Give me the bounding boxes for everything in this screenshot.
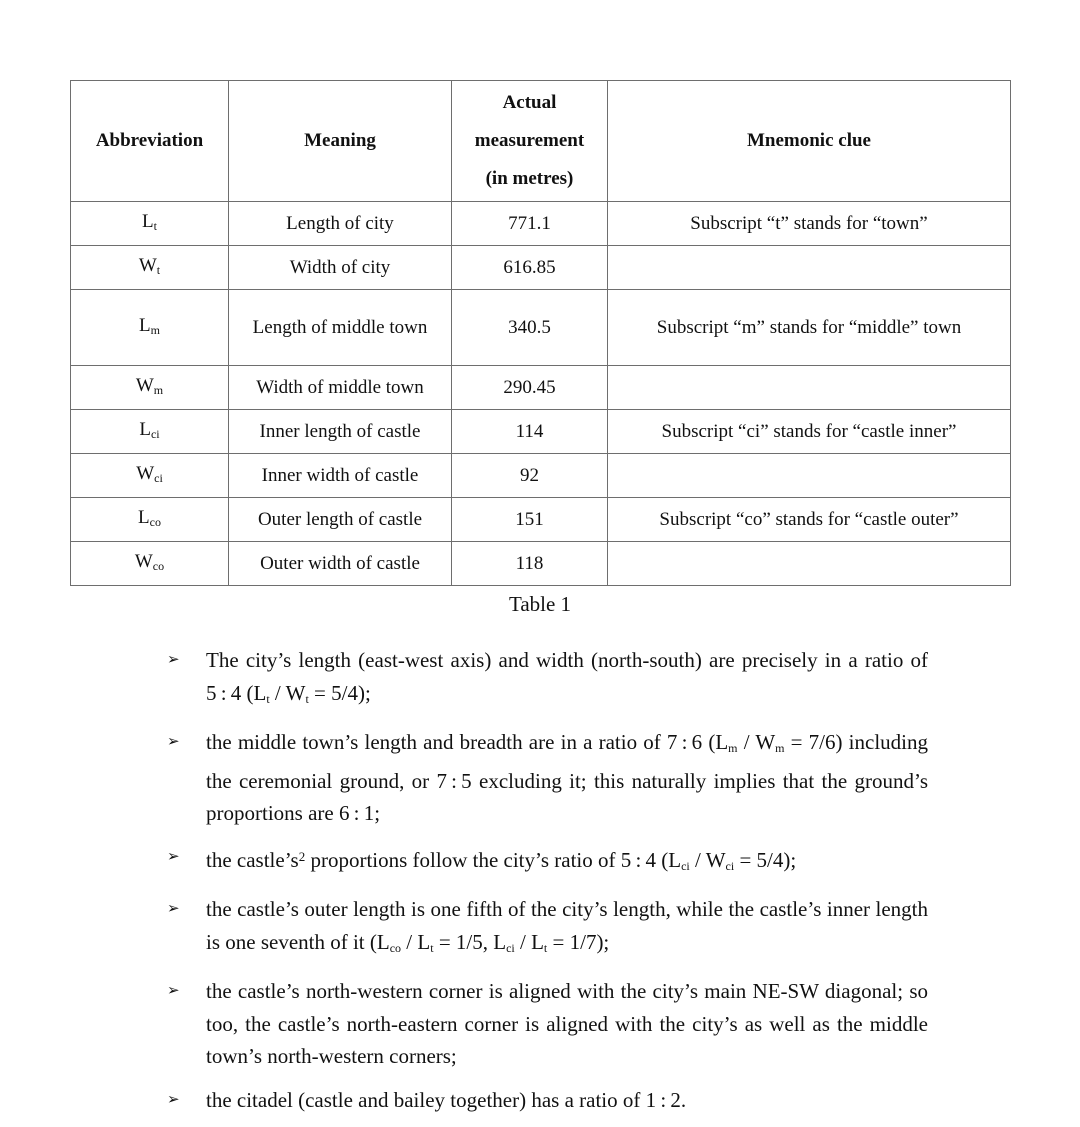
list-item bbox=[163, 841, 928, 883]
table-header-row bbox=[71, 81, 1011, 202]
subscript: t bbox=[305, 691, 309, 706]
header-measurement-line1: Actual bbox=[502, 92, 557, 113]
header-measurement-line3: (in metres) bbox=[485, 168, 574, 189]
subscript: ci bbox=[506, 940, 515, 955]
abbreviation-cell bbox=[71, 410, 229, 454]
mnemonic-cell bbox=[608, 366, 1011, 410]
measurement-table bbox=[70, 80, 1011, 586]
abbreviation-base: W bbox=[136, 462, 155, 484]
abbreviation-base: W bbox=[138, 254, 157, 276]
table-row bbox=[71, 498, 1011, 542]
meaning-cell: Width of city bbox=[229, 246, 452, 290]
bullet-text: / W bbox=[689, 847, 726, 872]
subscript: t bbox=[266, 691, 270, 706]
measurement-cell: 340.5 bbox=[452, 290, 608, 366]
abbreviation-subscript: m bbox=[153, 382, 164, 397]
abbreviation-base: W bbox=[135, 374, 154, 396]
bullet-text: = 5/4); bbox=[308, 680, 371, 705]
measurement-cell: 290.45 bbox=[452, 366, 608, 410]
meaning-cell: Length of city bbox=[229, 202, 452, 246]
list-item bbox=[163, 644, 928, 715]
arrow-bullet-icon: ➢ bbox=[167, 901, 180, 917]
abbreviation-cell bbox=[71, 366, 229, 410]
bullet-text: = 1/5, L bbox=[433, 929, 507, 954]
table-row bbox=[71, 366, 1011, 410]
mnemonic-cell bbox=[608, 246, 1011, 290]
abbreviation-subscript: co bbox=[149, 514, 161, 529]
abbreviation-base: L bbox=[139, 314, 151, 336]
subscript: t bbox=[543, 940, 548, 955]
bullet-text: the middle town’s length and breadth are in a ratio of 7 : 6 (L bbox=[206, 730, 729, 754]
ratio-bullet-list bbox=[163, 644, 928, 1127]
arrow-bullet-icon: ➢ bbox=[167, 848, 180, 865]
table-row bbox=[71, 202, 1011, 246]
header-mnemonic: Mnemonic clue bbox=[608, 81, 1011, 202]
measurement-cell: 92 bbox=[452, 454, 608, 498]
abbreviation-cell bbox=[71, 202, 229, 246]
abbreviation-base: L bbox=[139, 418, 151, 440]
list-item bbox=[163, 726, 928, 830]
meaning-cell: Length of middle town bbox=[229, 290, 452, 366]
bullet-text: / L bbox=[401, 929, 431, 954]
list-item bbox=[163, 1084, 928, 1117]
abbreviation-subscript: co bbox=[152, 558, 165, 573]
arrow-bullet-icon: ➢ bbox=[167, 734, 180, 750]
mnemonic-cell bbox=[608, 542, 1011, 586]
list-item bbox=[163, 893, 928, 964]
measurement-cell: 151 bbox=[452, 498, 608, 542]
abbreviation-subscript: ci bbox=[150, 426, 160, 441]
abbreviation-subscript: m bbox=[150, 322, 160, 337]
bullet-text: = 1/7); bbox=[547, 929, 610, 954]
bullet-text: the castle’s north-western corner is aligned with the city’s main NE-SW diagonal; so too, the castle’s north-eastern corner is aligned with the city’s as well as the middle town’s north-western corners; bbox=[206, 979, 928, 1068]
arrow-bullet-icon: ➢ bbox=[167, 1091, 180, 1108]
meaning-cell: Width of middle town bbox=[229, 366, 452, 410]
bullet-text: / W bbox=[737, 730, 776, 754]
meaning-cell: Outer length of castle bbox=[229, 498, 452, 542]
table-row bbox=[71, 290, 1011, 366]
measurement-cell: 114 bbox=[452, 410, 608, 454]
header-measurement bbox=[452, 81, 608, 202]
mnemonic-cell: Subscript “co” stands for “castle outer” bbox=[608, 498, 1011, 542]
measurement-cell: 616.85 bbox=[452, 246, 608, 290]
mnemonic-cell bbox=[608, 454, 1011, 498]
table-row bbox=[71, 454, 1011, 498]
mnemonic-cell: Subscript “ci” stands for “castle inner” bbox=[608, 410, 1011, 454]
bullet-text: the castle’s outer length is one fifth of the city’s length, while the castle’s inner length is one seventh of it (L bbox=[206, 897, 928, 954]
abbreviation-subscript: t bbox=[156, 262, 161, 277]
measurement-cell: 118 bbox=[452, 542, 608, 586]
table-row bbox=[71, 410, 1011, 454]
subscript: m bbox=[775, 741, 785, 755]
meaning-cell: Inner length of castle bbox=[229, 410, 452, 454]
abbreviation-cell bbox=[71, 542, 229, 586]
table-row bbox=[71, 246, 1011, 290]
abbreviation-base: W bbox=[134, 550, 153, 572]
abbreviation-subscript: t bbox=[153, 218, 157, 233]
list-item bbox=[163, 975, 928, 1073]
subscript: ci bbox=[681, 858, 690, 873]
meaning-cell: Inner width of castle bbox=[229, 454, 452, 498]
bullet-text: the castle’s bbox=[206, 847, 299, 872]
abbreviation-base: L bbox=[142, 210, 154, 232]
bullet-text: / L bbox=[514, 929, 544, 954]
bullet-text: / W bbox=[269, 680, 306, 705]
subscript: t bbox=[430, 940, 434, 955]
header-measurement-line2: measurement bbox=[474, 130, 585, 151]
subscript: co bbox=[389, 940, 402, 955]
bullet-text: proportions follow the city’s ratio of 5 : 4 (L bbox=[305, 847, 682, 872]
bullet-text: the citadel (castle and bailey together) has a ratio of 1 : 2. bbox=[206, 1087, 687, 1112]
mnemonic-cell: Subscript “t” stands for “town” bbox=[608, 202, 1011, 246]
footnote-reference: 2 bbox=[298, 848, 306, 864]
abbreviation-cell bbox=[71, 498, 229, 542]
header-meaning: Meaning bbox=[229, 81, 452, 202]
subscript: ci bbox=[725, 858, 735, 873]
abbreviation-base: L bbox=[138, 506, 150, 528]
meaning-cell: Outer width of castle bbox=[229, 542, 452, 586]
header-abbreviation: Abbreviation bbox=[71, 81, 229, 202]
bullet-text: = 7/6) including the ceremonial ground, or 7 : 5 excluding it; this naturally implies that the ground’s proportions are 6 : 1; bbox=[206, 730, 928, 825]
subscript: m bbox=[728, 741, 738, 755]
arrow-bullet-icon: ➢ bbox=[167, 652, 180, 668]
abbreviation-cell bbox=[71, 246, 229, 290]
arrow-bullet-icon: ➢ bbox=[167, 983, 180, 999]
abbreviation-subscript: ci bbox=[154, 470, 163, 485]
abbreviation-cell bbox=[71, 454, 229, 498]
bullet-text: The city’s length (east-west axis) and width (north-south) are precisely in a ratio of 5 : 4 (L bbox=[206, 648, 928, 705]
table-caption: Table 1 bbox=[508, 592, 572, 616]
abbreviation-cell bbox=[71, 290, 229, 366]
bullet-text: = 5/4); bbox=[734, 847, 797, 872]
measurement-cell: 771.1 bbox=[452, 202, 608, 246]
table-row bbox=[71, 542, 1011, 586]
mnemonic-cell: Subscript “m” stands for “middle” town bbox=[608, 290, 1011, 366]
